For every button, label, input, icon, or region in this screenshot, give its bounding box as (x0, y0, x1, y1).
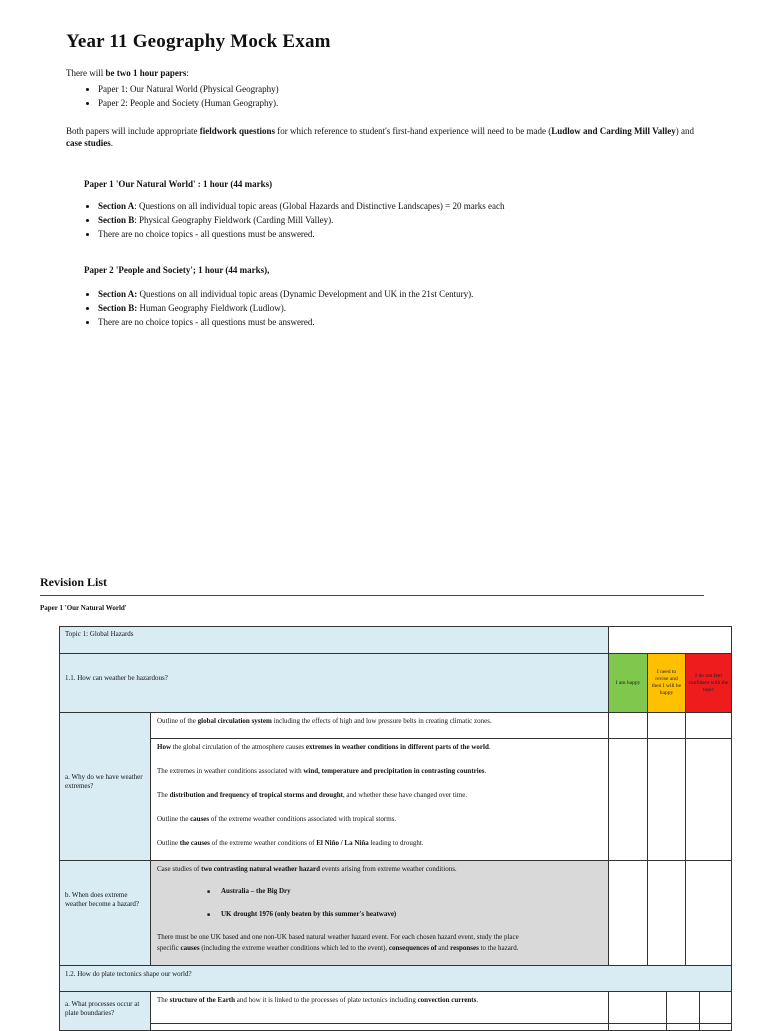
checkbox-cell[interactable] (608, 738, 648, 861)
list-item: • Section A: Questions on all individual topic areas (Global Hazards and Distinctive Landscapes) = 20 marks each (98, 199, 504, 213)
checkbox-cell[interactable] (608, 712, 648, 739)
list-item: • There are no choice topics - all questions must be answered. (98, 227, 504, 241)
page-title: Year 11 Geography Mock Exam (66, 31, 331, 52)
paper2-heading: Paper 2 'People and Society'; 1 hour (44 marks), (84, 265, 270, 275)
rating-not-confident: I do not feel confident with the topic (685, 653, 732, 713)
fieldwork-paragraph: Both papers will include appropriate fieldwork questions for which reference to student's first-hand experience will need to be made (Ludlow and Carding Mill Valley) and case studies. (66, 126, 695, 148)
section-a-rows: How the global circulation of the atmosphere causes extremes in weather conditions in different parts of the world. The extremes in weather conditions associated with wind, temperature and precipitation in contrasting countries. The distribution and frequency of tropical storms and drought, and whether these have changed over time. Outline the causes of the extreme weather conditions associated with tropical storms. Outline the causes of the extreme weather conditions of El Niño / La Niña leading to drought. (150, 738, 609, 861)
intro-text: There will be two 1 hour papers: (66, 68, 189, 78)
list-item: • Paper 1: Our Natural World (Physical Geography) (98, 82, 279, 96)
divider (40, 595, 704, 596)
list-item: • Section A: Questions on all individual topic areas (Dynamic Development and UK in the 21st Century). (98, 287, 473, 301)
checkbox-cell[interactable] (608, 1023, 667, 1031)
list-item: • There are no choice topics - all questions must be answered. (98, 315, 473, 329)
checkbox-cell[interactable] (699, 1023, 732, 1031)
paper2-list (80, 287, 473, 329)
list-item: ■ UK drought 1976 (only beaten by this summer's heatwave) (221, 910, 396, 919)
checkbox-cell[interactable] (699, 991, 732, 1024)
checkbox-cell[interactable] (608, 860, 648, 966)
checkbox-cell[interactable] (666, 991, 700, 1024)
paper1-subtitle: Paper 1 'Our Natural World' (40, 604, 127, 612)
checkbox-cell[interactable] (666, 1023, 700, 1031)
checkbox-cell[interactable] (647, 738, 686, 861)
section-plate-label: a. What processes occur at plate boundaries? (59, 991, 151, 1031)
section-plate-row-1: The structure of the Earth and how it is linked to the processes of plate tectonics including convection currents. (150, 991, 609, 1024)
list-item: • Paper 2: People and Society (Human Geography). (98, 96, 279, 110)
list-item: ■ Australia – the Big Dry (221, 887, 291, 896)
rating-revise: I need to revise and then I will be happy (647, 653, 686, 713)
revision-list-title: Revision List (40, 575, 108, 589)
topic-header: Topic 1: Global Hazards (59, 626, 609, 654)
checkbox-cell[interactable] (685, 712, 732, 739)
papers-list (80, 82, 279, 110)
section-b-label: b. When does extreme weather become a hazard? (59, 860, 151, 966)
section-b-content: Case studies of two contrasting natural weather hazard events arising from extreme weather conditions. ■ Australia – the Big Dry ■ UK drought 1976 (only beaten by this summer's heatwave) There must be one UK based and one non-UK based natural weather hazard event. For each chosen hazard event, study the place specific causes (including the extreme weather conditions which led to the event), consequences of and responses to the hazard. (150, 860, 609, 966)
rating-happy: I am happy (608, 653, 648, 713)
question-1-1: 1.1. How can weather be hazardous? (59, 653, 609, 713)
section-a-row-1: Outline of the global circulation system including the effects of high and low pressure belts in creating climatic zones. (150, 712, 609, 739)
section-a-label: a. Why do we have weather extremes? (59, 712, 151, 861)
revision-table (59, 626, 732, 1024)
list-item: • Section B: Physical Geography Fieldwork (Carding Mill Valley). (98, 213, 504, 227)
section-plate-row-2 (150, 1023, 609, 1031)
rating-header-blank (608, 626, 732, 654)
paper1-list (80, 199, 504, 241)
checkbox-cell[interactable] (685, 860, 732, 966)
checkbox-cell[interactable] (685, 738, 732, 861)
list-item: • Section B: Human Geography Fieldwork (Ludlow). (98, 301, 473, 315)
paper1-heading: Paper 1 'Our Natural World' : 1 hour (44 marks) (84, 179, 273, 189)
checkbox-cell[interactable] (647, 860, 686, 966)
checkbox-cell[interactable] (608, 991, 667, 1024)
question-1-2: 1.2. How do plate tectonics shape our world? (59, 965, 732, 992)
checkbox-cell[interactable] (647, 712, 686, 739)
